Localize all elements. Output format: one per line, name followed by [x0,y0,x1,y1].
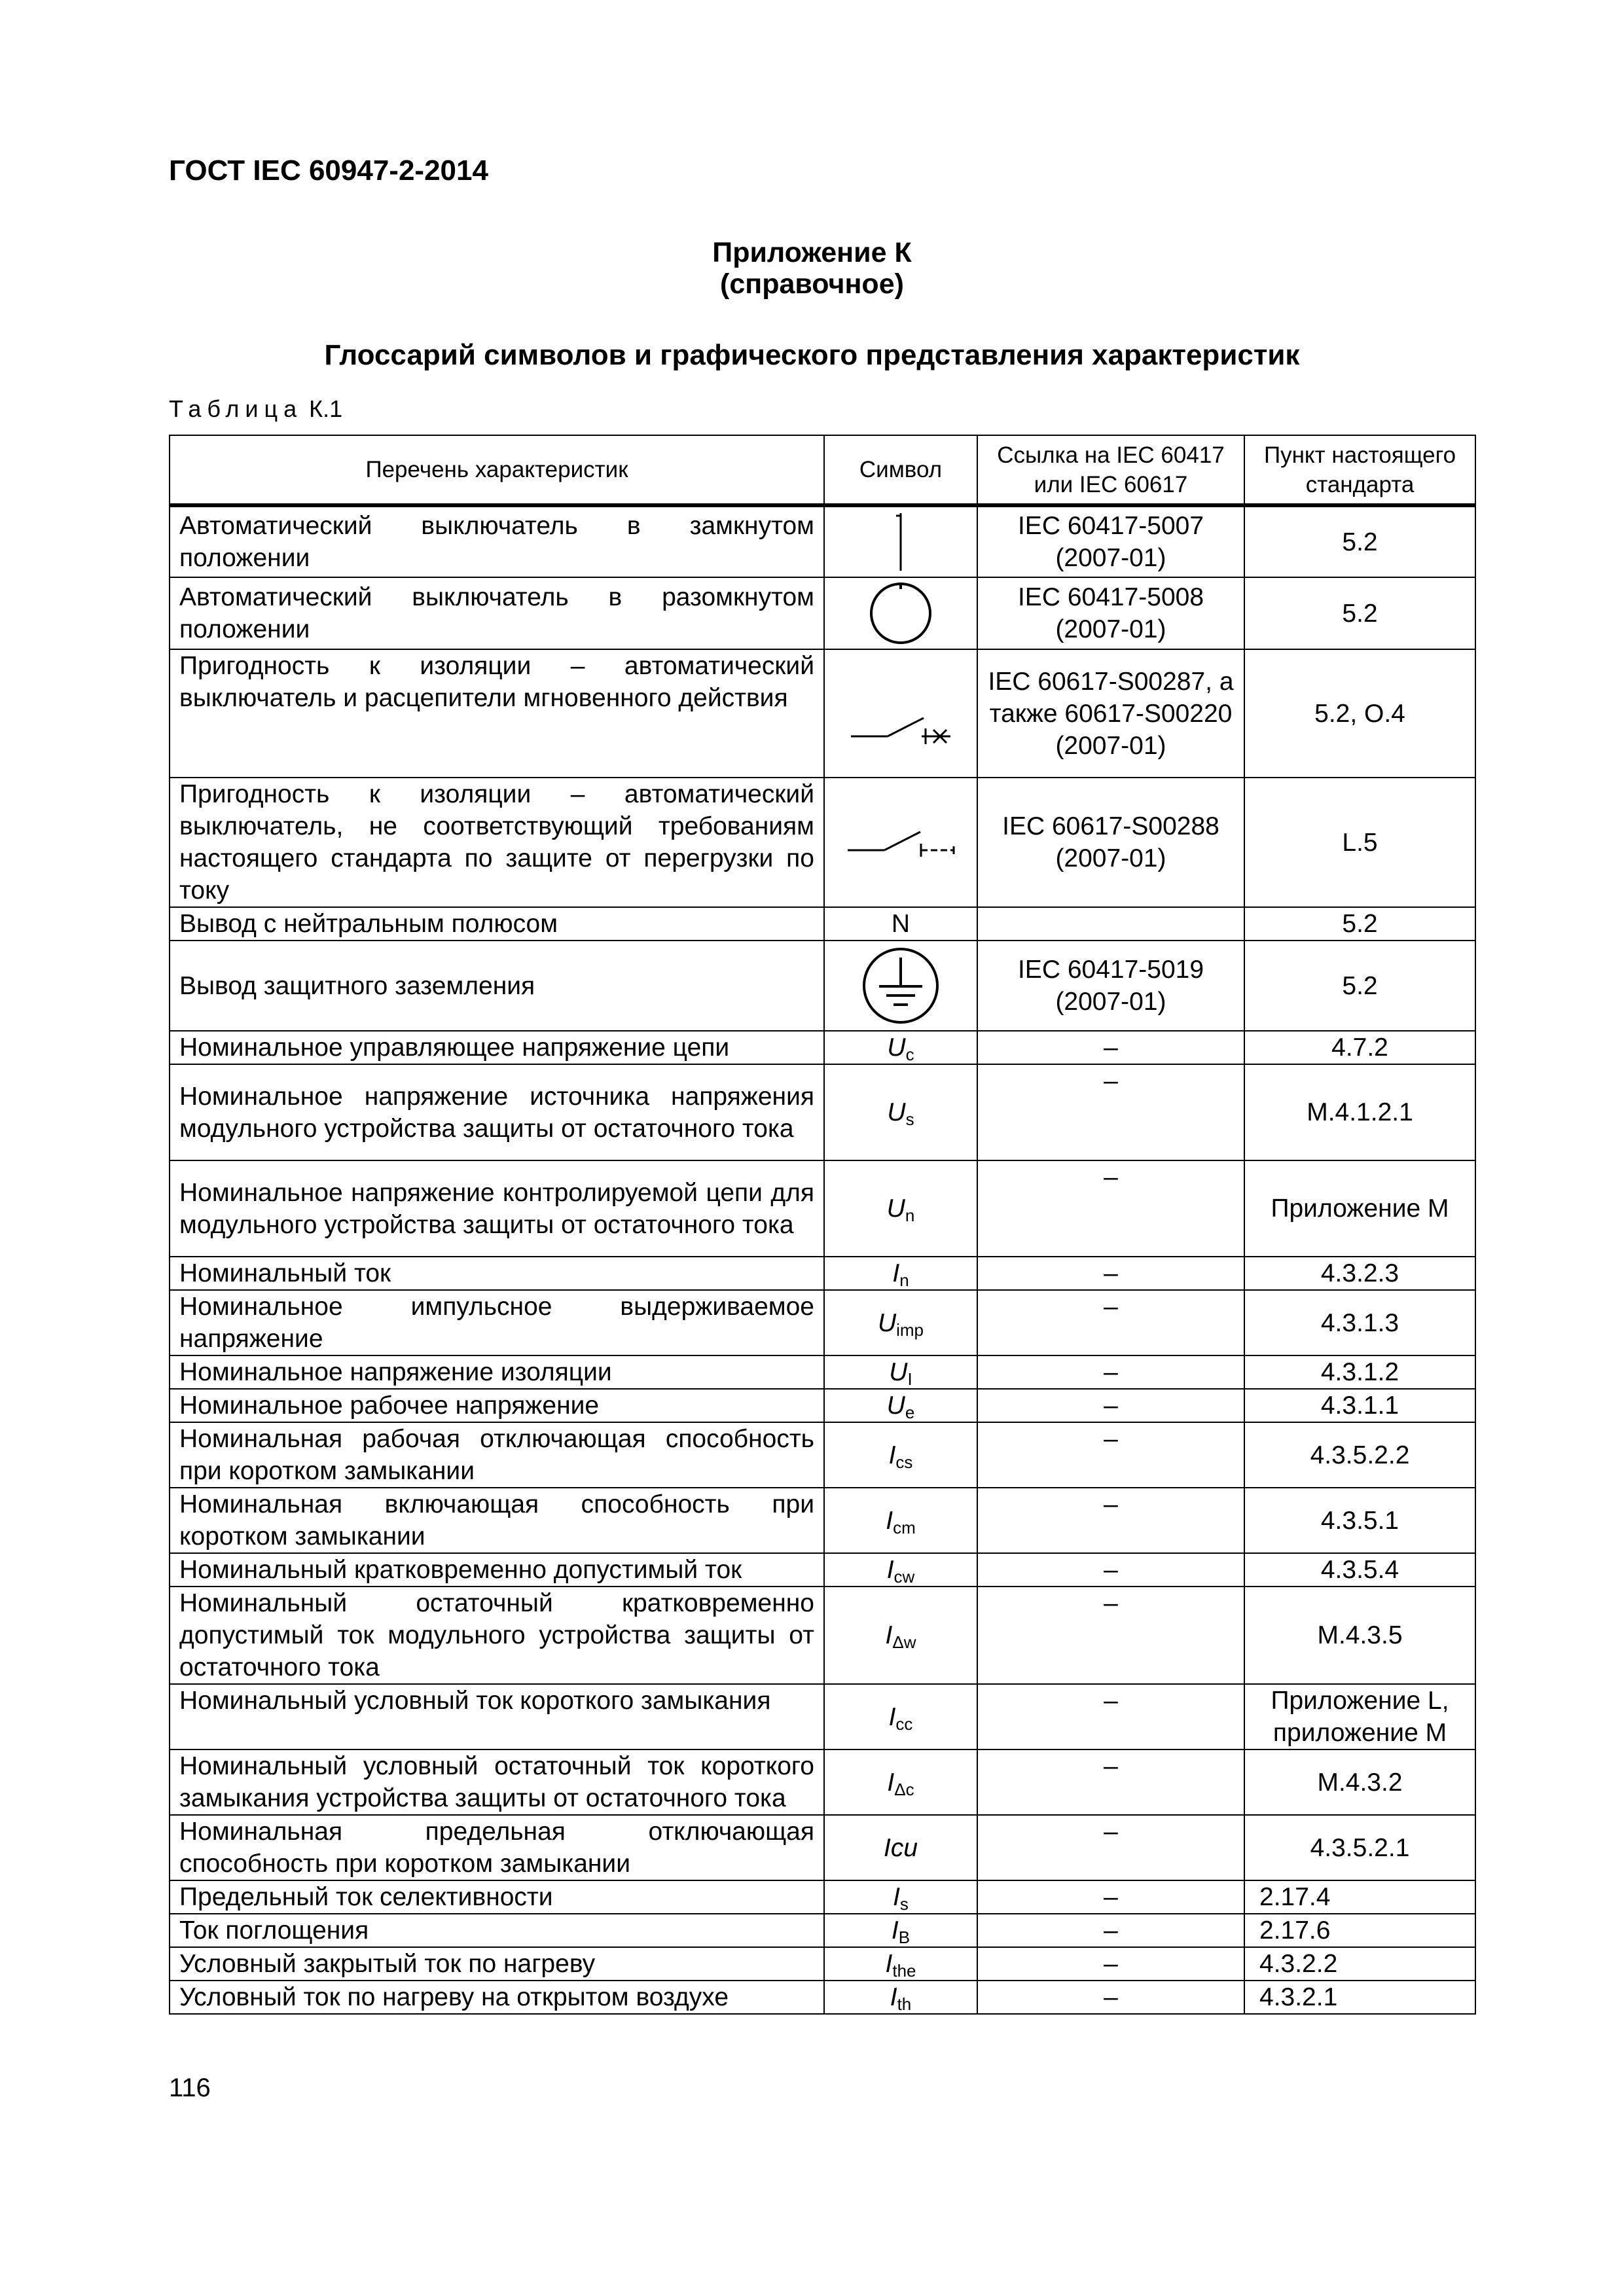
cell-name: Номинальное управляющее напряжение цепи [170,1031,824,1064]
page-number: 116 [169,2073,211,2102]
symbol-main: I [885,1950,893,1978]
table-label [169,395,342,423]
table-row [170,1749,1475,1815]
cell-name: Автоматический выключатель в разомкнутом положении [170,577,824,649]
cell-name: Номинальное рабочее напряжение [170,1389,824,1422]
cell-ref: IEC 60417-5008 (2007-01) [977,577,1244,649]
symbol-main: U [877,1308,897,1337]
cell-symbol [824,1880,977,1914]
cell-clause: 5.2 [1244,505,1475,577]
cell-ref: – [977,1880,1244,1914]
table-row [170,941,1475,1031]
cell-name: Номинальное напряжение источника напряжения модульного устройства защиты от остаточного тока [170,1064,824,1160]
cell-clause: Приложение L, приложение M [1244,1684,1475,1749]
symbol-main: U [887,1098,906,1126]
cell-symbol [824,1947,977,1981]
cell-clause: 4.3.2.2 [1244,1947,1475,1981]
cell-symbol [824,1914,977,1947]
cell-clause: 4.7.2 [1244,1031,1475,1064]
symbol-subscript: I [907,1369,912,1389]
cell-ref: – [977,1815,1244,1880]
document-code: ГОСТ IEC 60947-2-2014 [169,154,488,187]
symbol-main: I [886,1506,893,1535]
annex-kind: (справочное) [720,268,904,300]
symbol-subscript: cs [895,1452,913,1472]
symbol-subscript: B [898,1928,911,1947]
cell-name: Номинальное напряжение изоляции [170,1355,824,1389]
cell-name: Условный ток по нагреву на открытом воздухе [170,1981,824,2014]
col-header-symbol: Символ [824,435,977,505]
cell-clause: 2.17.4 [1244,1880,1475,1914]
symbol-main: I [890,1983,897,2011]
glossary-title: Глоссарий символов и графического представления характеристик [324,339,1300,371]
cell-name: Вывод с нейтральным полюсом [170,907,824,941]
symbol-subscript: cw [893,1567,915,1587]
cell-symbol [824,1815,977,1880]
table-row [170,1947,1475,1981]
symbol-main: I [886,1556,894,1584]
breaker-closed-icon [834,511,967,573]
cell-symbol [824,941,977,1031]
symbol-main: U [886,1194,905,1223]
cell-clause: 4.3.2.1 [1244,1981,1475,2014]
table-row [170,1914,1475,1947]
symbol-subscript: n [899,1270,909,1290]
symbol-main: I [892,1259,900,1287]
cell-symbol [824,577,977,649]
cell-symbol: N [824,907,977,941]
cell-clause: 4.3.1.3 [1244,1290,1475,1355]
table-row [170,1389,1475,1422]
cell-clause: 5.2 [1244,941,1475,1031]
cell-symbol [824,1749,977,1815]
cell-clause: M.4.3.2 [1244,1749,1475,1815]
symbol-subscript: Δc [894,1779,914,1799]
cell-clause: 4.3.2.3 [1244,1257,1475,1290]
table-row [170,907,1475,941]
table-header-row [170,435,1475,505]
cell-clause: 5.2 [1244,577,1475,649]
table-row [170,1160,1475,1257]
col-header-clause: Пункт настоящего стандарта [1244,435,1475,505]
cell-clause: Приложение M [1244,1160,1475,1257]
cell-symbol [824,1257,977,1290]
symbol-main: I [893,1883,900,1911]
symbol-subscript: n [905,1206,915,1225]
symbol-main: I [887,1768,895,1797]
cell-name: Условный закрытый ток по нагреву [170,1947,824,1981]
cell-clause: 4.3.5.1 [1244,1488,1475,1553]
symbol-subscript: the [892,1961,916,1981]
symbol-subscript: imp [896,1319,924,1340]
cell-symbol [824,1355,977,1389]
table-row [170,1031,1475,1064]
cell-ref: – [977,1160,1244,1257]
cell-ref: – [977,1064,1244,1160]
symbol-subscript: e [905,1403,915,1422]
cell-ref: – [977,1257,1244,1290]
symbol-subscript: cm [893,1517,916,1537]
cell-ref: – [977,1587,1244,1684]
symbol-main: U [889,1358,908,1386]
table-row [170,1355,1475,1389]
symbol-main: U [887,1033,906,1062]
annex-title: Приложение К [712,237,912,268]
table-row [170,577,1475,649]
cell-clause: M.4.1.2.1 [1244,1064,1475,1160]
cell-ref [977,907,1244,941]
symbol-main: I [885,1621,893,1649]
symbol-subscript: cc [895,1713,913,1734]
symbol-subscript: s [905,1109,914,1129]
cell-name: Номинальный ток [170,1257,824,1290]
cell-ref: IEC 60417-5007 (2007-01) [977,505,1244,577]
table-row [170,778,1475,907]
symbol-subscript: th [897,1994,912,2014]
cell-symbol [824,778,977,907]
cell-name: Пригодность к изоляции – автоматический выключатель, не соответствующий требованиям настоящего стандарта по защите от перегрузки по току [170,778,824,907]
symbol-subscript: Δw [892,1632,916,1652]
symbol-main: I [888,1702,896,1731]
table-row [170,1257,1475,1290]
cell-symbol [824,1160,977,1257]
cell-clause: M.4.3.5 [1244,1587,1475,1684]
cell-name: Номинальная включающая способность при коротком замыкании [170,1488,824,1553]
cell-clause: 4.3.5.2.2 [1244,1422,1475,1488]
cell-clause: 4.3.1.2 [1244,1355,1475,1389]
symbol-subscript: c [905,1045,914,1064]
cell-clause: 4.3.5.4 [1244,1553,1475,1587]
isolation-instant-trip-icon [834,704,967,749]
table-row [170,1422,1475,1488]
cell-symbol [824,1031,977,1064]
cell-symbol [824,1684,977,1749]
col-header-ref: Ссылка на IEC 60417 или IEC 60617 [977,435,1244,505]
symbol-main: Icu [883,1833,918,1862]
table-row [170,1064,1475,1160]
cell-symbol [824,649,977,778]
cell-clause: 5.2, O.4 [1244,649,1475,778]
cell-symbol [824,1488,977,1553]
cell-ref: – [977,1553,1244,1587]
table-row [170,1815,1475,1880]
isolation-no-overcurrent-icon [834,823,967,862]
cell-clause: 5.2 [1244,907,1475,941]
cell-clause: 4.3.1.1 [1244,1389,1475,1422]
table-row [170,1981,1475,2014]
cell-name: Номинальный остаточный кратковременно допустимый ток модульного устройства защиты от остаточного тока [170,1587,824,1684]
cell-ref: – [977,1355,1244,1389]
table-row [170,1587,1475,1684]
table-row [170,505,1475,577]
breaker-open-icon [834,581,967,646]
cell-ref: – [977,1981,1244,2014]
cell-name: Номинальный условный остаточный ток короткого замыкания устройства защиты от остаточного тока [170,1749,824,1815]
table-row [170,1880,1475,1914]
symbol-main: I [888,1441,896,1469]
table-row [170,1488,1475,1553]
cell-ref: – [977,1914,1244,1947]
table-label-number: К.1 [309,395,343,422]
cell-ref: IEC 60617-S00288 (2007-01) [977,778,1244,907]
table-row [170,1684,1475,1749]
cell-symbol [824,505,977,577]
cell-name: Номинальная рабочая отключающая способность при коротком замыкании [170,1422,824,1488]
cell-symbol [824,1981,977,2014]
cell-name: Автоматический выключатель в замкнутом положении [170,505,824,577]
cell-ref: – [977,1684,1244,1749]
symbol-main: U [886,1391,905,1420]
table-row [170,1553,1475,1587]
table-row [170,1290,1475,1355]
table-row [170,649,1475,778]
cell-name: Пригодность к изоляции – автоматический выключатель и расцепители мгновенного действия [170,649,824,778]
cell-ref: – [977,1422,1244,1488]
cell-name: Предельный ток селективности [170,1880,824,1914]
cell-ref: IEC 60417-5019 (2007-01) [977,941,1244,1031]
symbol-main: I [891,1916,899,1945]
cell-name: Номинальное импульсное выдерживаемое напряжение [170,1290,824,1355]
cell-symbol [824,1422,977,1488]
cell-symbol [824,1389,977,1422]
cell-ref: – [977,1488,1244,1553]
cell-symbol [824,1587,977,1684]
cell-ref: – [977,1389,1244,1422]
cell-name: Номинальное напряжение контролируемой цепи для модульного устройства защиты от остаточного тока [170,1160,824,1257]
cell-clause: 2.17.6 [1244,1914,1475,1947]
cell-ref: – [977,1947,1244,1981]
cell-name: Вывод защитного заземления [170,941,824,1031]
cell-clause: 4.3.5.2.1 [1244,1815,1475,1880]
cell-name: Номинальная предельная отключающая способность при коротком замыкании [170,1815,824,1880]
cell-name: Номинальный условный ток короткого замыкания [170,1684,824,1749]
cell-symbol [824,1553,977,1587]
cell-clause: L.5 [1244,778,1475,907]
cell-ref: – [977,1749,1244,1815]
protective-earth-icon [834,946,967,1026]
cell-name: Номинальный кратковременно допустимый ток [170,1553,824,1587]
cell-ref: – [977,1031,1244,1064]
cell-symbol [824,1290,977,1355]
col-header-name: Перечень характеристик [170,435,824,505]
glossary-table [169,435,1476,2015]
symbol-subscript: s [899,1894,909,1914]
cell-ref: IEC 60617-S00287, а также 60617-S00220 (2007-01) [977,649,1244,778]
cell-ref: – [977,1290,1244,1355]
cell-symbol [824,1064,977,1160]
table-label-word: Таблица [169,395,303,422]
cell-name: Ток поглощения [170,1914,824,1947]
